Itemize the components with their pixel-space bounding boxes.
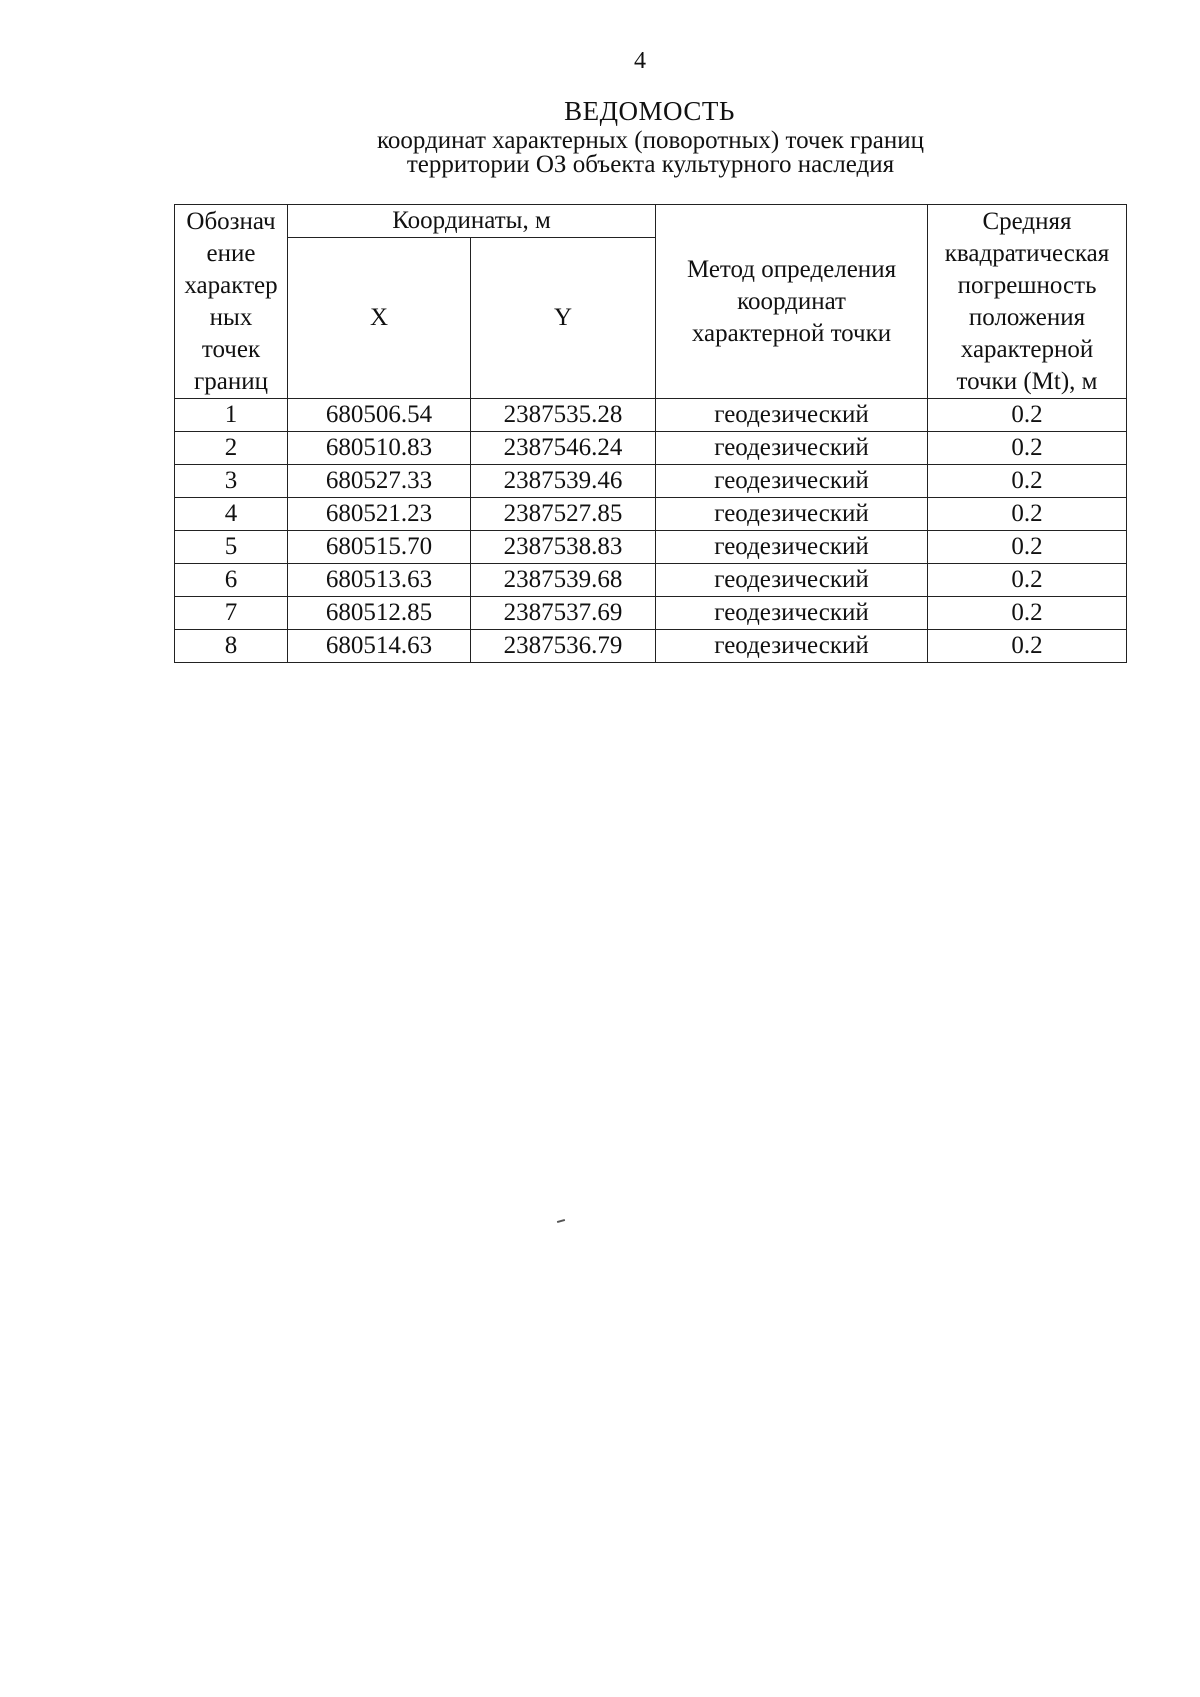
- cell-mt: 0.2: [928, 531, 1127, 564]
- cell-y: 2387537.69: [471, 597, 656, 630]
- cell-mt: 0.2: [928, 630, 1127, 663]
- cell-method: геодезический: [656, 399, 928, 432]
- coordinates-table: [174, 204, 1127, 663]
- cell-method: геодезический: [656, 597, 928, 630]
- cell-x: 680514.63: [288, 630, 471, 663]
- cell-point-number: 5: [175, 531, 288, 564]
- cell-x: 680513.63: [288, 564, 471, 597]
- header-designation-line: ение: [206, 239, 256, 267]
- cell-y: 2387538.83: [471, 531, 656, 564]
- document-subtitle-line-2: территории ОЗ объекта культурного наследия: [406, 151, 895, 178]
- cell-mt: 0.2: [928, 465, 1127, 498]
- header-error-line: Средняя: [982, 207, 1072, 235]
- header-designation-line: характер: [184, 271, 278, 299]
- table-row: [175, 564, 1127, 597]
- cell-y: 2387527.85: [471, 498, 656, 531]
- table-row: [175, 465, 1127, 498]
- table-row: [175, 399, 1127, 432]
- cell-method: геодезический: [656, 465, 928, 498]
- header-error-line: погрешность: [957, 271, 1097, 299]
- cell-point-number: 2: [175, 432, 288, 465]
- header-error-line: точки (Mt), м: [956, 367, 1098, 395]
- cell-y: 2387539.68: [471, 564, 656, 597]
- cell-mt: 0.2: [928, 399, 1127, 432]
- cell-point-number: 7: [175, 597, 288, 630]
- cell-method: геодезический: [656, 564, 928, 597]
- table-row: [175, 597, 1127, 630]
- cell-point-number: 1: [175, 399, 288, 432]
- cell-x: 680527.33: [288, 465, 471, 498]
- header-method: [656, 205, 928, 399]
- header-designation-line: границ: [194, 367, 268, 395]
- cell-point-number: 4: [175, 498, 288, 531]
- document-title: ВЕДОМОСТЬ: [564, 96, 735, 126]
- header-designation-line: ных: [209, 303, 253, 331]
- cell-mt: 0.2: [928, 564, 1127, 597]
- cell-point-number: 8: [175, 630, 288, 663]
- table-row: [175, 432, 1127, 465]
- cell-y: 2387546.24: [471, 432, 656, 465]
- header-method-line: координат: [737, 287, 846, 315]
- cell-method: геодезический: [656, 432, 928, 465]
- page-number: 4: [634, 48, 646, 74]
- cell-y: 2387535.28: [471, 399, 656, 432]
- cell-method: геодезический: [656, 531, 928, 564]
- header-y: Y: [471, 238, 656, 399]
- cell-mt: 0.2: [928, 432, 1127, 465]
- header-mean-square-error: [928, 205, 1127, 399]
- table-row: [175, 531, 1127, 564]
- cell-method: геодезический: [656, 630, 928, 663]
- cell-y: 2387539.46: [471, 465, 656, 498]
- header-error-line: положения: [968, 303, 1086, 331]
- header-designation-line: Обознач: [186, 207, 276, 235]
- cell-point-number: 3: [175, 465, 288, 498]
- cell-x: 680506.54: [288, 399, 471, 432]
- document-subtitle-line-1: координат характерных (поворотных) точек границ: [377, 127, 924, 154]
- header-designation: [175, 205, 288, 399]
- header-method-line: характерной точки: [691, 319, 892, 347]
- scan-speck: [557, 1219, 565, 1223]
- header-x: X: [288, 238, 471, 399]
- cell-y: 2387536.79: [471, 630, 656, 663]
- table-row: [175, 498, 1127, 531]
- header-error-line: квадратическая: [944, 239, 1110, 267]
- header-designation-line: точек: [201, 335, 261, 363]
- cell-method: геодезический: [656, 498, 928, 531]
- cell-x: 680515.70: [288, 531, 471, 564]
- cell-mt: 0.2: [928, 597, 1127, 630]
- table-row: [175, 630, 1127, 663]
- cell-mt: 0.2: [928, 498, 1127, 531]
- cell-x: 680510.83: [288, 432, 471, 465]
- header-error-line: характерной: [960, 335, 1094, 363]
- header-method-line: Метод определения: [686, 255, 897, 283]
- cell-x: 680512.85: [288, 597, 471, 630]
- cell-point-number: 6: [175, 564, 288, 597]
- cell-x: 680521.23: [288, 498, 471, 531]
- header-coordinates: Координаты, м: [288, 205, 656, 238]
